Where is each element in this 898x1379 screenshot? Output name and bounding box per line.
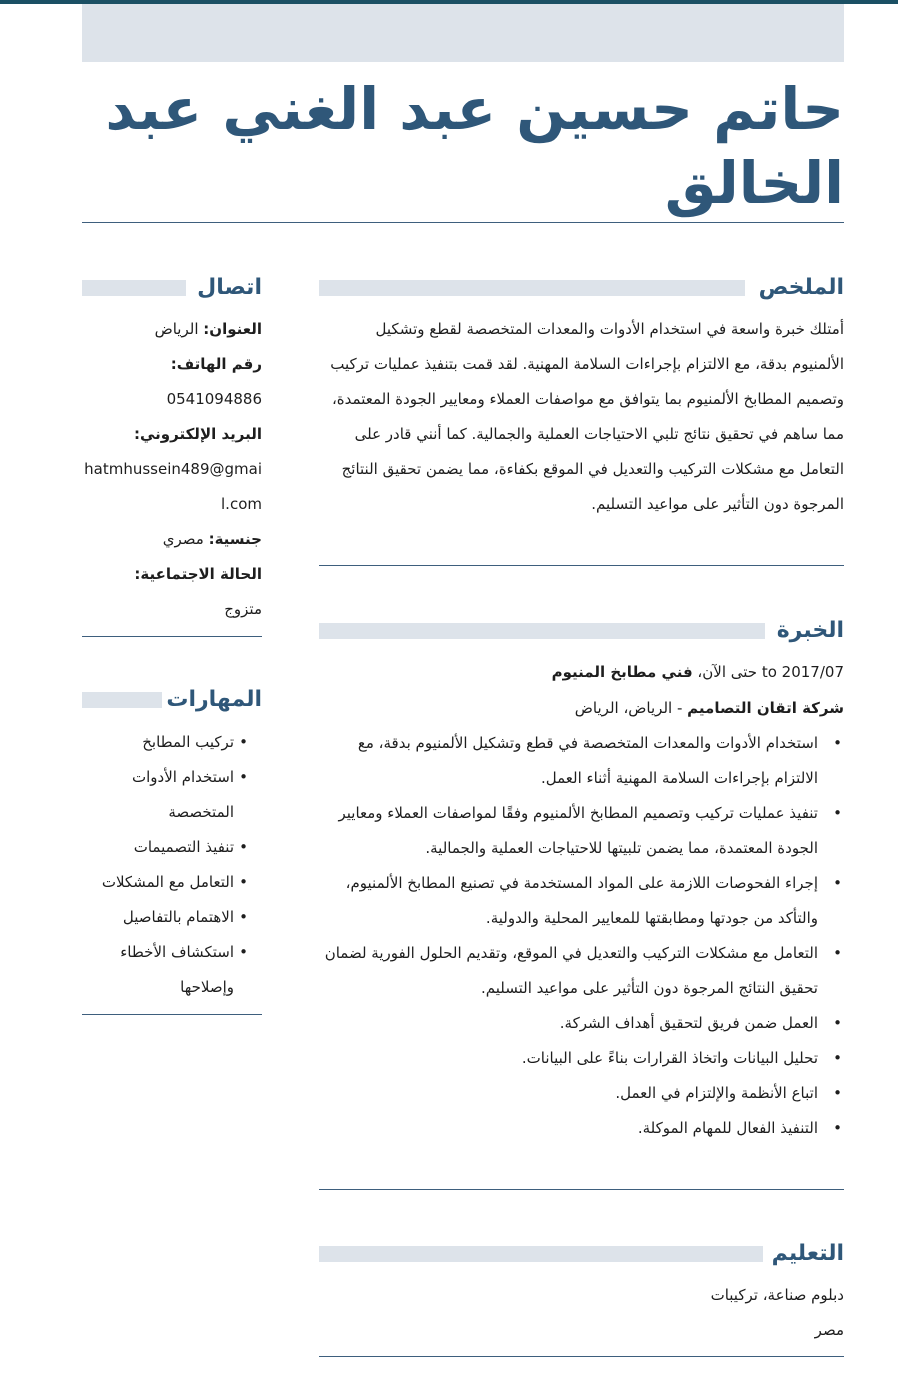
contact-title: اتصال — [197, 275, 262, 300]
experience-bullet: • التعامل مع مشكلات التركيب والتعديل في الموقع، وتقديم الحلول الفورية لضمان تحقيق النتائج المرجوة دون التأثير على مواعيد التسليم. — [319, 936, 844, 1006]
skill-item: • الاهتمام بالتفاصيل — [82, 900, 248, 935]
experience-heading-bar — [319, 623, 765, 639]
education-divider — [319, 1356, 844, 1357]
phone-value: 0541094886 — [166, 390, 262, 408]
phone-label: رقم الهاتف: — [170, 355, 262, 373]
company-line: شركة اتقان التصاميم - الرياض، الرياض — [574, 699, 844, 717]
summary-title: الملخص — [758, 275, 844, 300]
education-entry — [319, 1278, 844, 1348]
contact-heading — [82, 274, 262, 302]
experience-title: الخبرة — [776, 618, 844, 643]
experience-entry — [319, 654, 844, 1146]
header-band — [82, 4, 844, 62]
skill-item: • استخدام الأدوات المتخصصة — [82, 760, 248, 830]
skill-item: • التعامل مع المشكلات — [82, 865, 248, 900]
marital-value: متزوج — [224, 600, 262, 618]
summary-text: أمتلك خبرة واسعة في استخدام الأدوات والمعدات المتخصصة لقطع وتشكيل الألمنيوم بدقة، مع الالتزام بإجراءات السلامة المهنية. لقد قمت بتنفيذ عمليات تركيب وتصميم المطابخ الألمنيوم بما يتوافق مع مواصفات العملاء ومعايير الجودة المعتمدة، مما ساهم في تحقيق نتائج تلبي الاحتياجات العملية والجمالية. كما أنني قادر على التعامل مع مشكلات التركيب والتعديل في الموقع بكفاءة، مما يضمن تحقيق النتائج المرجوة دون التأثير على مواعيد التسليم. — [330, 320, 844, 513]
skills-heading — [82, 686, 262, 714]
skill-item: • تركيب المطابخ — [82, 725, 248, 760]
address-value: الرياض — [154, 320, 199, 338]
contact-block — [82, 312, 262, 627]
address-label: العنوان: — [203, 320, 262, 338]
summary-divider — [319, 565, 844, 566]
contact-divider — [82, 636, 262, 637]
education-heading-bar — [319, 1246, 763, 1262]
experience-bullet: • اتباع الأنظمة والإلتزام في العمل. — [319, 1076, 844, 1111]
job-header-line: 2017/07 to حتى الآن، فني مطابخ المنيوم — [551, 663, 844, 681]
nationality-value: مصري — [162, 530, 204, 548]
marital-label: الحالة الاجتماعية: — [134, 565, 262, 583]
job-title: فني مطابخ المنيوم — [551, 663, 693, 681]
summary-heading-bar — [319, 280, 745, 296]
experience-bullet: • العمل ضمن فريق لتحقيق أهداف الشركة. — [319, 1006, 844, 1041]
education-degree: دبلوم صناعة، تركيبات — [710, 1286, 844, 1304]
nationality-label: جنسية: — [208, 530, 262, 548]
experience-bullet: • تحليل البيانات واتخاذ القرارات بناءً على البيانات. — [319, 1041, 844, 1076]
skills-title: المهارات — [166, 687, 262, 712]
education-title: التعليم — [771, 1241, 844, 1266]
skill-item: • تنفيذ التصميمات — [82, 830, 248, 865]
company-name: شركة اتقان التصاميم — [687, 699, 844, 717]
address-line — [82, 312, 262, 347]
skills-block — [82, 725, 248, 1005]
summary-heading — [319, 274, 844, 302]
experience-bullet: • التنفيذ الفعال للمهام الموكلة. — [319, 1111, 844, 1146]
contact-heading-bar — [82, 280, 186, 296]
experience-bullet: • تنفيذ عمليات تركيب وتصميم المطابخ الألمنيوم وفقًا لمواصفات العملاء ومعايير الجودة المعتمدة، مما يضمن تلبيتها للاحتياجات العملية والجمالية. — [319, 796, 844, 866]
email-label: البريد الإلكتروني: — [134, 425, 262, 443]
education-heading — [319, 1240, 844, 1268]
email-value: hatmhussein489@gmail.com — [84, 460, 262, 513]
candidate-name: حاتم حسين عبد الغني عبد الخالق — [105, 75, 844, 217]
experience-bullets — [319, 726, 844, 1146]
skills-list — [82, 725, 248, 1005]
nationality-line — [82, 522, 262, 557]
experience-heading — [319, 617, 844, 645]
job-date: 2017/07 to حتى الآن — [702, 663, 844, 681]
skills-heading-bar — [82, 692, 162, 708]
experience-bullet: • إجراء الفحوصات اللازمة على المواد المستخدمة في تصنيع المطابخ الألمنيوم، والتأكد من جودتها ومطابقتها للمعايير المحلية والدولية. — [319, 866, 844, 936]
education-country: مصر — [814, 1321, 844, 1339]
experience-divider — [319, 1189, 844, 1190]
experience-bullet: • استخدام الأدوات والمعدات المتخصصة في قطع وتشكيل الألمنيوم بدقة، مع الالتزام بإجراءات السلامة المهنية أثناء العمل. — [319, 726, 844, 796]
name-divider — [82, 222, 844, 223]
skills-divider — [82, 1014, 262, 1015]
skill-item: • استكشاف الأخطاء وإصلاحها — [82, 935, 248, 1005]
job-location: الرياض، الرياض — [574, 699, 673, 717]
